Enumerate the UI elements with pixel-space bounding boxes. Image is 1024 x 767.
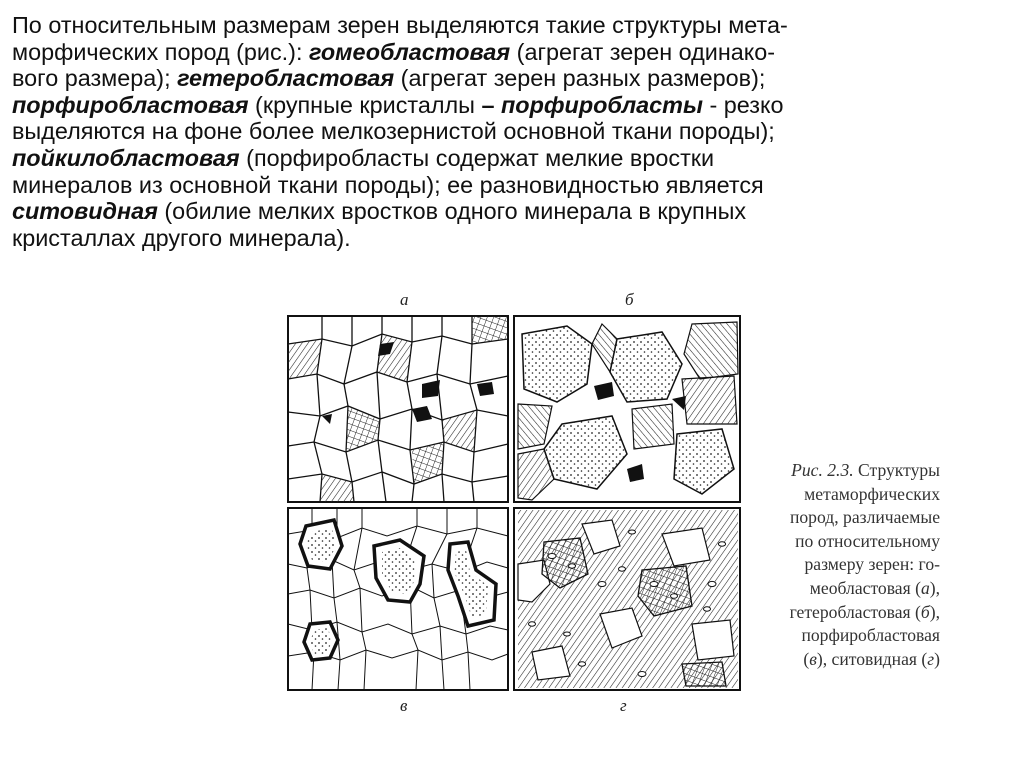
text-line [12, 92, 1012, 119]
text-line: выделяются на фоне более мелкозернистой основной ткани породы); [12, 118, 775, 145]
panel-a [288, 316, 508, 502]
text-fragment: (крупные кристаллы [248, 91, 482, 118]
text-line: минералов из основной ткани породы); ее разновидностью является [12, 171, 764, 198]
caption-fragment: ( [803, 648, 810, 669]
caption-letter: а [920, 577, 930, 598]
panel-d [514, 508, 740, 690]
term-sieve: ситовидная [12, 198, 158, 225]
text-fragment: (агрегат зерен одинако- [510, 38, 776, 65]
panel-c [288, 508, 508, 690]
panel-b [514, 316, 740, 502]
text-dash: – [481, 91, 495, 118]
caption-fragment: ) [934, 648, 940, 669]
caption-figure-number: Рис. 2.3. [791, 460, 854, 480]
caption-line: порфиробластовая [801, 625, 940, 646]
term-porphyroblastic: порфиробластовая [12, 91, 249, 118]
caption-line [755, 459, 940, 483]
caption-line [755, 577, 940, 601]
text-line [12, 145, 1012, 172]
term-homeoblastic: гомеобластовая [308, 38, 511, 65]
panel-label-c: в [400, 696, 408, 715]
caption-line: метаморфических [804, 483, 940, 504]
term-poikiloblastic: пойкилобластовая [12, 144, 240, 171]
caption-fragment: ), [929, 601, 940, 622]
caption-line: по относительному [795, 530, 940, 551]
caption-line [755, 648, 940, 672]
text-line [12, 39, 1012, 66]
text-line [12, 65, 1012, 92]
term-heteroblastic: гетеробластовая [177, 65, 395, 92]
caption-fragment: ), ситовидная ( [816, 648, 928, 669]
panel-label-d: г [620, 696, 627, 715]
caption-line [755, 601, 940, 625]
caption-fragment: гетеробластовая ( [789, 601, 921, 622]
caption-letter: в [809, 648, 817, 669]
figure-caption [755, 459, 940, 671]
term-porphyroblasts: порфиробласты [501, 91, 703, 118]
caption-letter: г [927, 648, 935, 669]
caption-line: пород, различаемые [789, 507, 940, 528]
panel-label-b: б [625, 290, 634, 309]
text-fragment: (агрегат зерен разных размеров); [394, 65, 766, 92]
text-fragment: (порфиробласты содержат мелкие вростки [239, 144, 715, 171]
caption-fragment: Структуры [853, 460, 940, 480]
text-line [12, 198, 1012, 225]
panel-label-a: а [400, 290, 409, 309]
text-line: кристаллах другого минерала). [12, 224, 351, 251]
figure-svg [282, 284, 762, 724]
caption-letter: б [920, 601, 930, 622]
figure-rock-textures [282, 284, 762, 724]
text-fragment: (обилие мелких вростков одного минерала в крупных [157, 198, 747, 225]
text-fragment: вого размера); [12, 65, 178, 92]
caption-line: размеру зерен: го- [804, 554, 940, 575]
text-fragment: морфических пород (рис.): [12, 38, 309, 65]
text-paragraph [12, 12, 1012, 251]
caption-fragment: меобластовая ( [809, 577, 921, 598]
caption-fragment: ), [929, 577, 940, 598]
text-line: По относительным размерам зерен выделяются такие структуры мета- [12, 12, 788, 38]
text-fragment: - резко [702, 91, 784, 118]
